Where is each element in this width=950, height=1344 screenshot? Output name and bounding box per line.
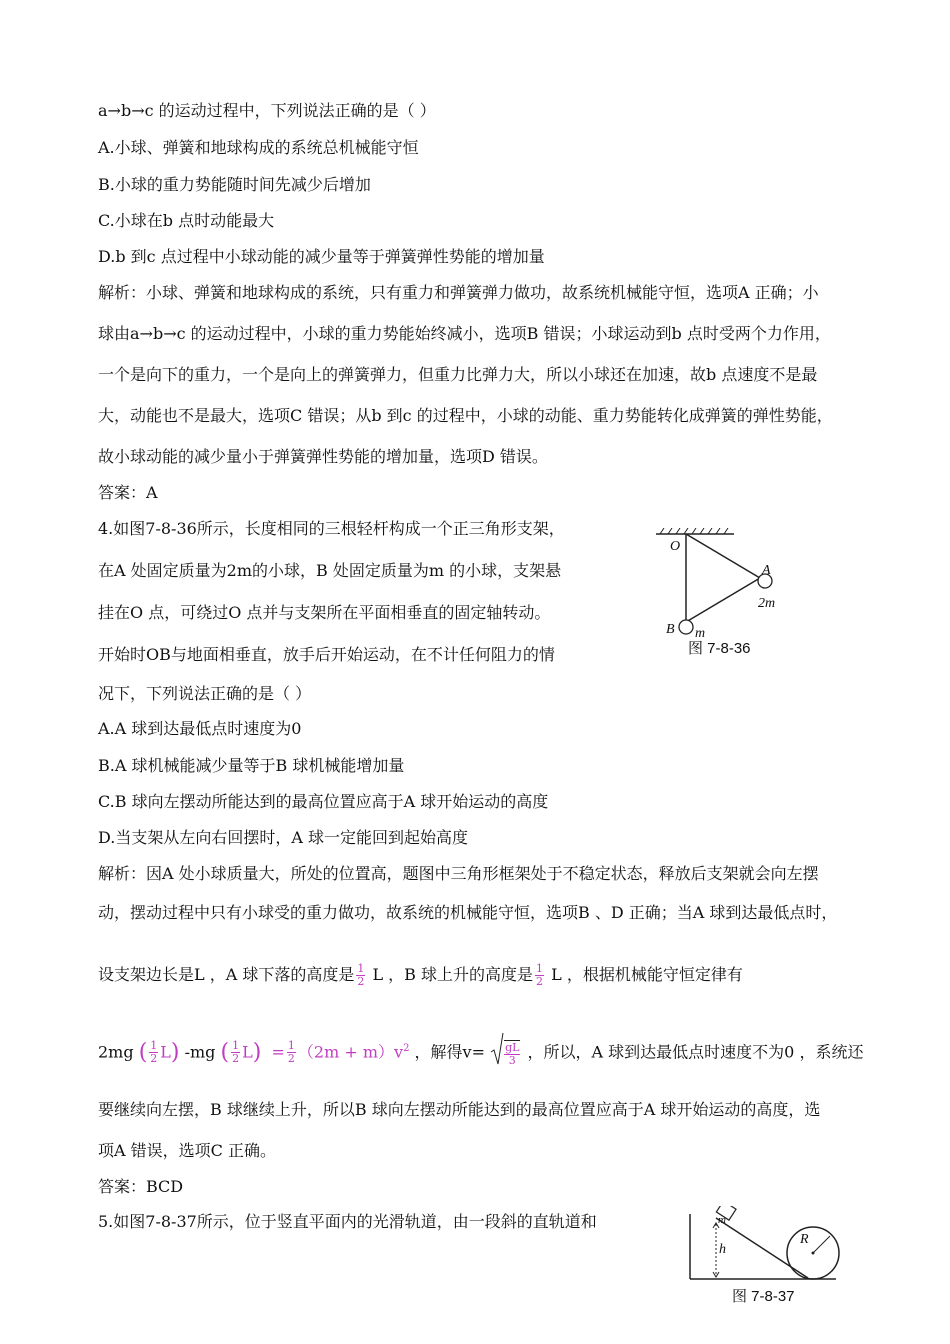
eq-conclusion: ，所以，A 球到达最低点时速度不为0 ，系统还	[527, 1042, 864, 1062]
fraction-half: $\frac{1}{2}$	[232, 1039, 240, 1066]
q4-equation-line: 2mg ( $\frac{1}{2}$ L) -mg ( $\frac{1}{2}$ L) = $\frac{1}{2}$ $(2m + m)v^2$ ，解得v= $\frac{gL}{3}$ ，所以，A 球到达最低点时速度不为0 ，系统还	[98, 1032, 863, 1070]
sqrt-gL-over-3: $\frac{gL}{3}$	[490, 1036, 522, 1070]
figure-7-8-37	[686, 1206, 846, 1310]
q5-stem: 5.如图7-8-37所示，位于竖直平面内的光滑轨道，由一段斜的直轨道和	[98, 1212, 597, 1231]
q3-analysis-line: 故小球动能的减少量小于弹簧弹性势能的增加量，选项D 错误。	[98, 447, 548, 466]
fraction-half: $\frac{1}{2}$	[150, 1039, 158, 1066]
q4-stem-line: 4.如图7-8-36所示，长度相同的三根轻杆构成一个正三角形支架，	[98, 519, 565, 538]
q3-option-d: D.b 到c 点过程中小球动能的减少量等于弹簧弹性势能的增加量	[98, 247, 545, 266]
q4-option-d: D.当支架从左向右回摆时，A 球一定能回到起始高度	[98, 828, 468, 847]
fraction-half: $\frac{1}{2}$	[536, 962, 544, 988]
q4-line3-c: L ，根据机械能守恒定律有	[551, 965, 743, 984]
sqrt-sign-icon	[490, 1032, 504, 1066]
q4-analysis-line: 要继续向左摆，B 球继续上升，所以B 球向左摆动所能达到的最高位置应高于A 球开始运动的高度，选	[98, 1100, 821, 1119]
fraction-half: $\frac{1}{2}$	[357, 962, 365, 988]
q4-analysis-fraction-line	[98, 960, 743, 990]
label-A: A	[762, 563, 771, 578]
q4-stem-line: 挂在O 点，可绕过O 点并与支架所在平面相垂直的固定轴转动。	[98, 603, 551, 622]
label-O: O	[670, 539, 681, 554]
figure-caption: 图 7-8-37	[732, 1288, 795, 1305]
q4-option-b: B.A 球机械能减少量等于B 球机械能增加量	[98, 756, 405, 775]
eq-kinetic: （2m + m）v	[297, 1042, 404, 1062]
q4-analysis-line: 项A 错误，选项C 正确。	[98, 1141, 276, 1160]
q4-stem-line: 开始时OB与地面相垂直，放手后开始运动，在不计任何阻力的情	[98, 645, 555, 664]
q3-stem-end: a→b→c 的运动过程中，下列说法正确的是（ ）	[98, 101, 436, 120]
q4-answer: 答案：BCD	[98, 1177, 184, 1196]
label-m: m	[718, 1214, 726, 1226]
q4-option-a: A.A 球到达最低点时速度为0	[98, 719, 302, 738]
q4-analysis-line: 动，摆动过程中只有小球受的重力做功，故系统的机械能守恒，选项B 、D 正确；当A 球到达最低点时，	[98, 903, 838, 922]
q3-analysis-line: 大，动能也不是最大，选项C 错误；从b 到c 的过程中，小球的动能、重力势能转化成弹簧的弹性势能，	[98, 406, 833, 425]
q3-option-a: A.小球、弹簧和地球构成的系统总机械能守恒	[98, 138, 419, 157]
eq-minus-mg: -mg	[184, 1042, 216, 1062]
fraction-half: $\frac{1}{2}$	[287, 1039, 295, 1066]
q3-analysis-line: 球由a→b→c 的运动过程中，小球的重力势能始终减小，选项B 错误；小球运动到b 点时受两个力作用，	[98, 324, 831, 343]
eq-equals: =	[271, 1042, 285, 1062]
q4-line3-a: 设支架边长是L ，A 球下落的高度是	[98, 965, 355, 984]
label-R: R	[800, 1232, 809, 1247]
q4-stem-line: 况下，下列说法正确的是（ ）	[98, 684, 312, 703]
q4-line3-b: L ，B 球上升的高度是	[372, 965, 534, 984]
q3-answer: 答案：A	[98, 483, 158, 502]
q4-analysis-line: 解析：因A 处小球质量大，所处的位置高，题图中三角形框架处于不稳定状态，释放后支架就会向左摆	[98, 864, 819, 883]
label-mass-A: 2m	[758, 596, 776, 611]
q4-stem-line: 在A 处固定质量为2m的小球，B 处固定质量为m 的小球，支架悬	[98, 561, 562, 580]
figure-caption: 图 7-8-36	[688, 640, 751, 657]
eq-2mg: 2mg	[98, 1042, 134, 1062]
label-B: B	[666, 622, 675, 637]
label-h: h	[719, 1242, 726, 1257]
q3-option-c: C.小球在b 点时动能最大	[98, 211, 275, 230]
q3-analysis-line: 解析：小球、弹簧和地球构成的系统，只有重力和弹簧弹力做功，故系统机械能守恒，选项A 正确；小	[98, 283, 819, 302]
eq-solve-v: ，解得v=	[414, 1042, 485, 1062]
q3-analysis-line: 一个是向下的重力，一个是向上的弹簧弹力，但重力比弹力大，所以小球还在加速，故b 点速度不是最	[98, 365, 818, 384]
figure-7-8-36	[650, 528, 790, 658]
label-mass-B: m	[695, 626, 706, 641]
q4-option-c: C.B 球向左摆动所能达到的最高位置应高于A 球开始运动的高度	[98, 792, 549, 811]
track-diagram	[686, 1206, 846, 1286]
q3-option-b: B.小球的重力势能随时间先减少后增加	[98, 175, 371, 194]
